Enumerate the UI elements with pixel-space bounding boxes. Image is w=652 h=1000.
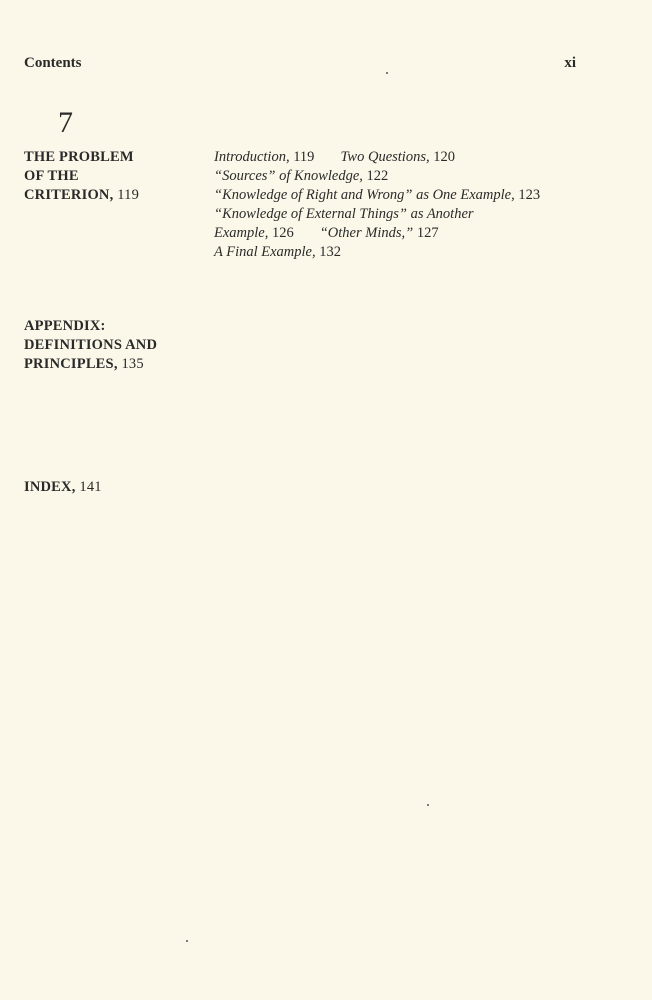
appendix-title-line — [24, 355, 194, 374]
section-title: “Knowledge of Right and Wrong” as One Example, — [214, 187, 515, 203]
section-row — [214, 243, 614, 262]
chapter-number: 7 — [58, 106, 73, 139]
index-line — [24, 478, 194, 497]
section-title: “Sources” of Knowledge, — [214, 168, 363, 184]
chapter-title-text: CRITERION, — [24, 187, 114, 203]
index-entry — [24, 478, 194, 497]
section-page: 122 — [366, 168, 389, 184]
section-page: 127 — [416, 225, 439, 241]
section-title: “Other Minds,” — [319, 225, 414, 241]
running-head-left: Contents — [24, 55, 82, 71]
chapter-title-line: OF THE — [24, 168, 79, 184]
section-row — [214, 224, 614, 243]
chapter-title — [24, 148, 194, 205]
section-row — [214, 205, 614, 224]
section-title: A Final Example, — [214, 244, 316, 260]
section-row — [214, 186, 614, 205]
appendix-title-text: PRINCIPLES, — [24, 356, 118, 372]
paper-speck — [427, 804, 429, 806]
section-title: Example, — [214, 225, 269, 241]
index-page-number: 141 — [79, 479, 102, 495]
section-title: Two Questions, — [340, 149, 430, 165]
section-page: 132 — [319, 244, 341, 260]
appendix-title-line: APPENDIX: — [24, 318, 106, 334]
section-page: 126 — [271, 225, 294, 241]
paper-speck — [186, 940, 188, 942]
section-page: 120 — [433, 149, 455, 165]
index-title-text: INDEX, — [24, 479, 76, 495]
section-title: “Knowledge of External Things” as Another — [214, 206, 474, 222]
appendix-page-number: 135 — [121, 356, 144, 372]
appendix-title — [24, 317, 194, 374]
appendix-title-line: DEFINITIONS AND — [24, 337, 158, 353]
chapter-title-line: THE PROBLEM — [24, 149, 134, 165]
section-row — [214, 148, 614, 167]
chapter-title-line — [24, 186, 194, 205]
section-title: Introduction, — [214, 149, 290, 165]
chapter-sections — [214, 148, 614, 262]
running-head-page-number: xi — [564, 55, 576, 71]
section-row — [214, 167, 614, 186]
paper-speck — [386, 72, 388, 74]
chapter-page-number: 119 — [117, 187, 140, 203]
section-page: 123 — [518, 187, 541, 203]
section-page: 119 — [293, 149, 315, 165]
